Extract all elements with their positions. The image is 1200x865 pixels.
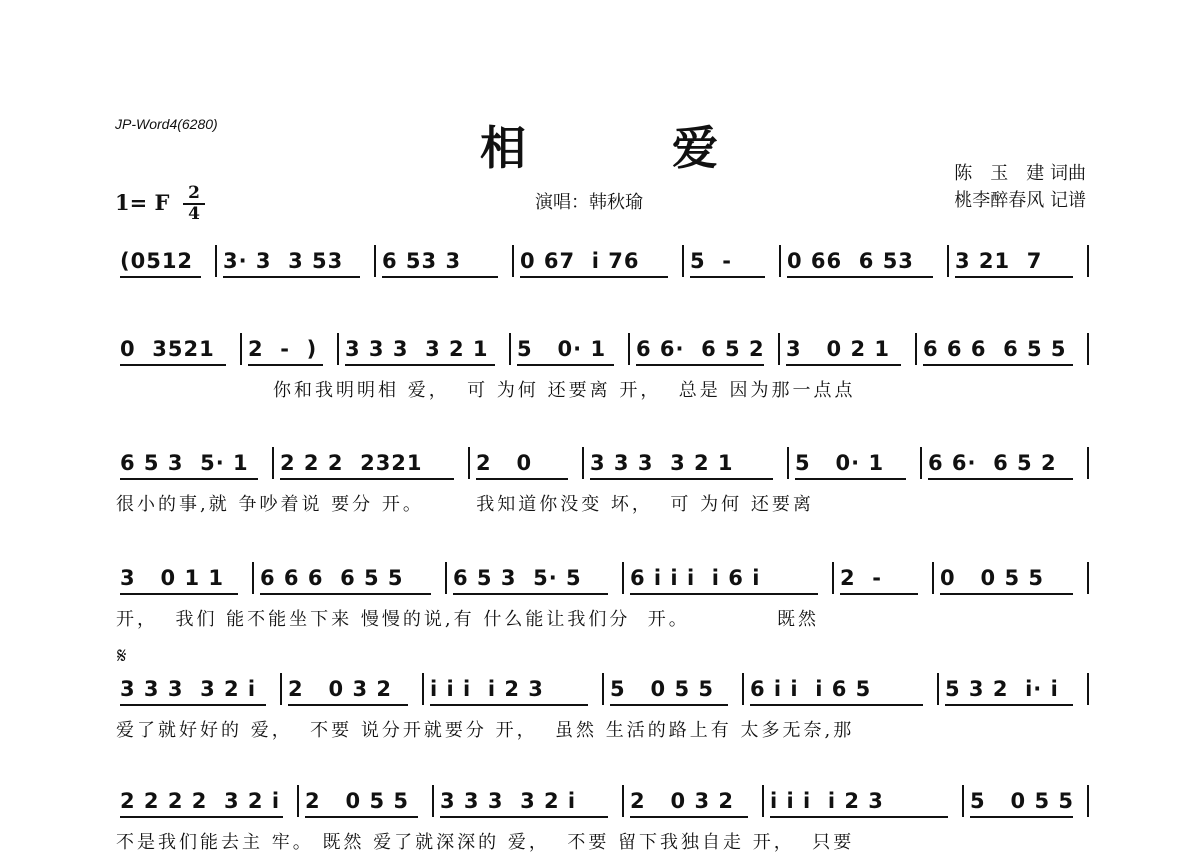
measure-notes: 2 - ) — [248, 337, 318, 361]
underline-beam — [223, 276, 360, 278]
barline — [509, 333, 511, 365]
measure-notes: 2 0 5 5 — [305, 789, 410, 813]
underline-beam — [690, 276, 765, 278]
barline — [297, 785, 299, 817]
barline — [337, 333, 339, 365]
underline-beam — [520, 276, 668, 278]
measure-notes: 2 0 — [476, 451, 533, 475]
time-signature-top: 2 — [188, 183, 200, 203]
measure-notes: 6 i i i 6 5 — [750, 677, 872, 701]
underline-beam — [440, 816, 608, 818]
notes-line — [112, 673, 1087, 717]
barline — [920, 447, 922, 479]
underline-beam — [120, 478, 258, 480]
underline-beam — [430, 704, 588, 706]
barline — [762, 785, 764, 817]
measure-notes: 6 6· 6 5 2 — [928, 451, 1057, 475]
measure-notes: 3 0 1 1 — [120, 566, 225, 590]
underline-beam — [248, 364, 323, 366]
barline — [215, 245, 217, 277]
staff-row — [112, 245, 1087, 325]
underline-beam — [786, 364, 901, 366]
measure-notes: 5 3 2 i· i — [945, 677, 1059, 701]
underline-beam — [630, 816, 748, 818]
underline-beam — [940, 593, 1073, 595]
measure-notes: 0 0 5 5 — [940, 566, 1045, 590]
measure-notes: 6 5 3 5· 1 — [120, 451, 249, 475]
source-tag: JP-Word4(6280) — [115, 116, 218, 132]
measure-notes: i i i i 2 3 — [430, 677, 544, 701]
measure-notes: 2 2 2 2 3 2 i — [120, 789, 281, 813]
lyrics-line: 开， 我们 能不能坐下来 慢慢的说,有 什么能让我们分 开。 既然 — [116, 609, 819, 630]
lyrics-line: 不是我们能去主 牢。 既然 爱了就深深的 爱， 不要 留下我独自走 开， 只要 — [116, 832, 855, 853]
barline — [1087, 447, 1089, 479]
barline — [622, 785, 624, 817]
lyrics-line: 爱了就好好的 爱， 不要 说分开就要分 开， 虽然 生活的路上有 太多无奈,那 — [116, 720, 855, 741]
barline — [1087, 785, 1089, 817]
barline — [1087, 562, 1089, 594]
measure-notes: 5 0 5 5 — [610, 677, 715, 701]
barline — [962, 785, 964, 817]
barline — [602, 673, 604, 705]
underline-beam — [476, 478, 568, 480]
lyrics-line: 你和我明明相 爱， 可 为何 还要离 开， 总是 因为那一点点 — [116, 380, 856, 401]
underline-beam — [382, 276, 498, 278]
barline — [787, 447, 789, 479]
notes-line — [112, 333, 1087, 377]
barline — [628, 333, 630, 365]
notes-line — [112, 245, 1087, 289]
barline — [432, 785, 434, 817]
underline-beam — [120, 364, 226, 366]
barline — [682, 245, 684, 277]
barline — [582, 447, 584, 479]
barline — [1087, 673, 1089, 705]
staff-row — [112, 562, 1087, 642]
underline-beam — [770, 816, 948, 818]
underline-beam — [260, 593, 431, 595]
measure-notes: i i i i 2 3 — [770, 789, 884, 813]
time-signature — [183, 185, 205, 223]
staff-row — [112, 447, 1087, 527]
measure-notes: 6 i i i i 6 i — [630, 566, 761, 590]
barline — [932, 562, 934, 594]
barline — [252, 562, 254, 594]
title-char-2: 爱 — [672, 121, 718, 175]
barline — [272, 447, 274, 479]
underline-beam — [305, 816, 418, 818]
singer-credit: 演唱：韩秋瑜 — [535, 192, 643, 213]
underline-beam — [795, 478, 906, 480]
barline — [422, 673, 424, 705]
notes-line — [112, 562, 1087, 606]
underline-beam — [970, 816, 1073, 818]
underline-beam — [750, 704, 923, 706]
measure-notes: 6 6 6 6 5 5 — [260, 566, 404, 590]
barline — [779, 245, 781, 277]
segno-sign: 𝄋 — [117, 644, 127, 669]
underline-beam — [955, 276, 1073, 278]
barline — [374, 245, 376, 277]
staff-row — [112, 785, 1087, 865]
notes-line — [112, 447, 1087, 491]
measure-notes: 2 - — [840, 566, 882, 590]
barline — [468, 447, 470, 479]
barline — [280, 673, 282, 705]
measure-notes: 2 2 2 2321 — [280, 451, 423, 475]
measure-notes: 3· 3 3 53 — [223, 249, 344, 273]
barline — [937, 673, 939, 705]
measure-notes: 2 0 3 2 — [288, 677, 393, 701]
underline-beam — [345, 364, 495, 366]
underline-beam — [517, 364, 614, 366]
measure-notes: 3 3 3 3 2 i — [440, 789, 577, 813]
measure-notes: 3 3 3 3 2 i — [120, 677, 257, 701]
measure-notes: 3 3 3 3 2 1 — [345, 337, 489, 361]
measure-notes: 0 67 i 76 — [520, 249, 640, 273]
lyrics-line: 很小的事,就 争吵着说 要分 开。 我知道你没变 坏， 可 为何 还要离 — [116, 494, 814, 515]
measure-notes: (0512 — [120, 249, 194, 273]
underline-beam — [453, 593, 608, 595]
barline — [1087, 333, 1089, 365]
underline-beam — [280, 478, 454, 480]
credits — [954, 160, 1086, 214]
underline-beam — [610, 704, 728, 706]
barline — [240, 333, 242, 365]
underline-beam — [840, 593, 918, 595]
barline — [1087, 245, 1089, 277]
measure-notes: 0 66 6 53 — [787, 249, 914, 273]
transcriber-credit: 桃李醉春风 记谱 — [954, 190, 1086, 211]
measure-notes: 6 53 3 — [382, 249, 462, 273]
barline — [622, 562, 624, 594]
barline — [947, 245, 949, 277]
underline-beam — [787, 276, 933, 278]
measure-notes: 6 5 3 5· 5 — [453, 566, 582, 590]
underline-beam — [288, 704, 408, 706]
measure-notes: 3 0 2 1 — [786, 337, 891, 361]
measure-notes: 5 0· 1 — [517, 337, 607, 361]
underline-beam — [120, 593, 238, 595]
barline — [512, 245, 514, 277]
underline-beam — [120, 704, 266, 706]
measure-notes: 5 0 5 5 — [970, 789, 1075, 813]
measure-notes: 3 21 7 — [955, 249, 1043, 273]
underline-beam — [120, 276, 201, 278]
underline-beam — [945, 704, 1073, 706]
barline — [445, 562, 447, 594]
underline-beam — [636, 364, 764, 366]
time-signature-bottom: 4 — [188, 204, 200, 224]
underline-beam — [590, 478, 773, 480]
title-char-1: 相 — [480, 121, 526, 175]
measure-notes: 0 3521 — [120, 337, 215, 361]
composer-credit: 陈 玉 建 词曲 — [954, 163, 1086, 184]
barline — [778, 333, 780, 365]
staff-row — [112, 673, 1087, 753]
underline-beam — [120, 816, 283, 818]
barline — [742, 673, 744, 705]
measure-notes: 5 0· 1 — [795, 451, 885, 475]
staff-row — [112, 333, 1087, 413]
measure-notes: 6 6· 6 5 2 — [636, 337, 765, 361]
barline — [832, 562, 834, 594]
measure-notes: 5 - — [690, 249, 732, 273]
key-signature: 1= F — [115, 190, 170, 215]
underline-beam — [630, 593, 818, 595]
measure-notes: 2 0 3 2 — [630, 789, 735, 813]
underline-beam — [928, 478, 1073, 480]
measure-notes: 3 3 3 3 2 1 — [590, 451, 734, 475]
measure-notes: 6 6 6 6 5 5 — [923, 337, 1067, 361]
underline-beam — [923, 364, 1073, 366]
barline — [915, 333, 917, 365]
notes-line — [112, 785, 1087, 829]
